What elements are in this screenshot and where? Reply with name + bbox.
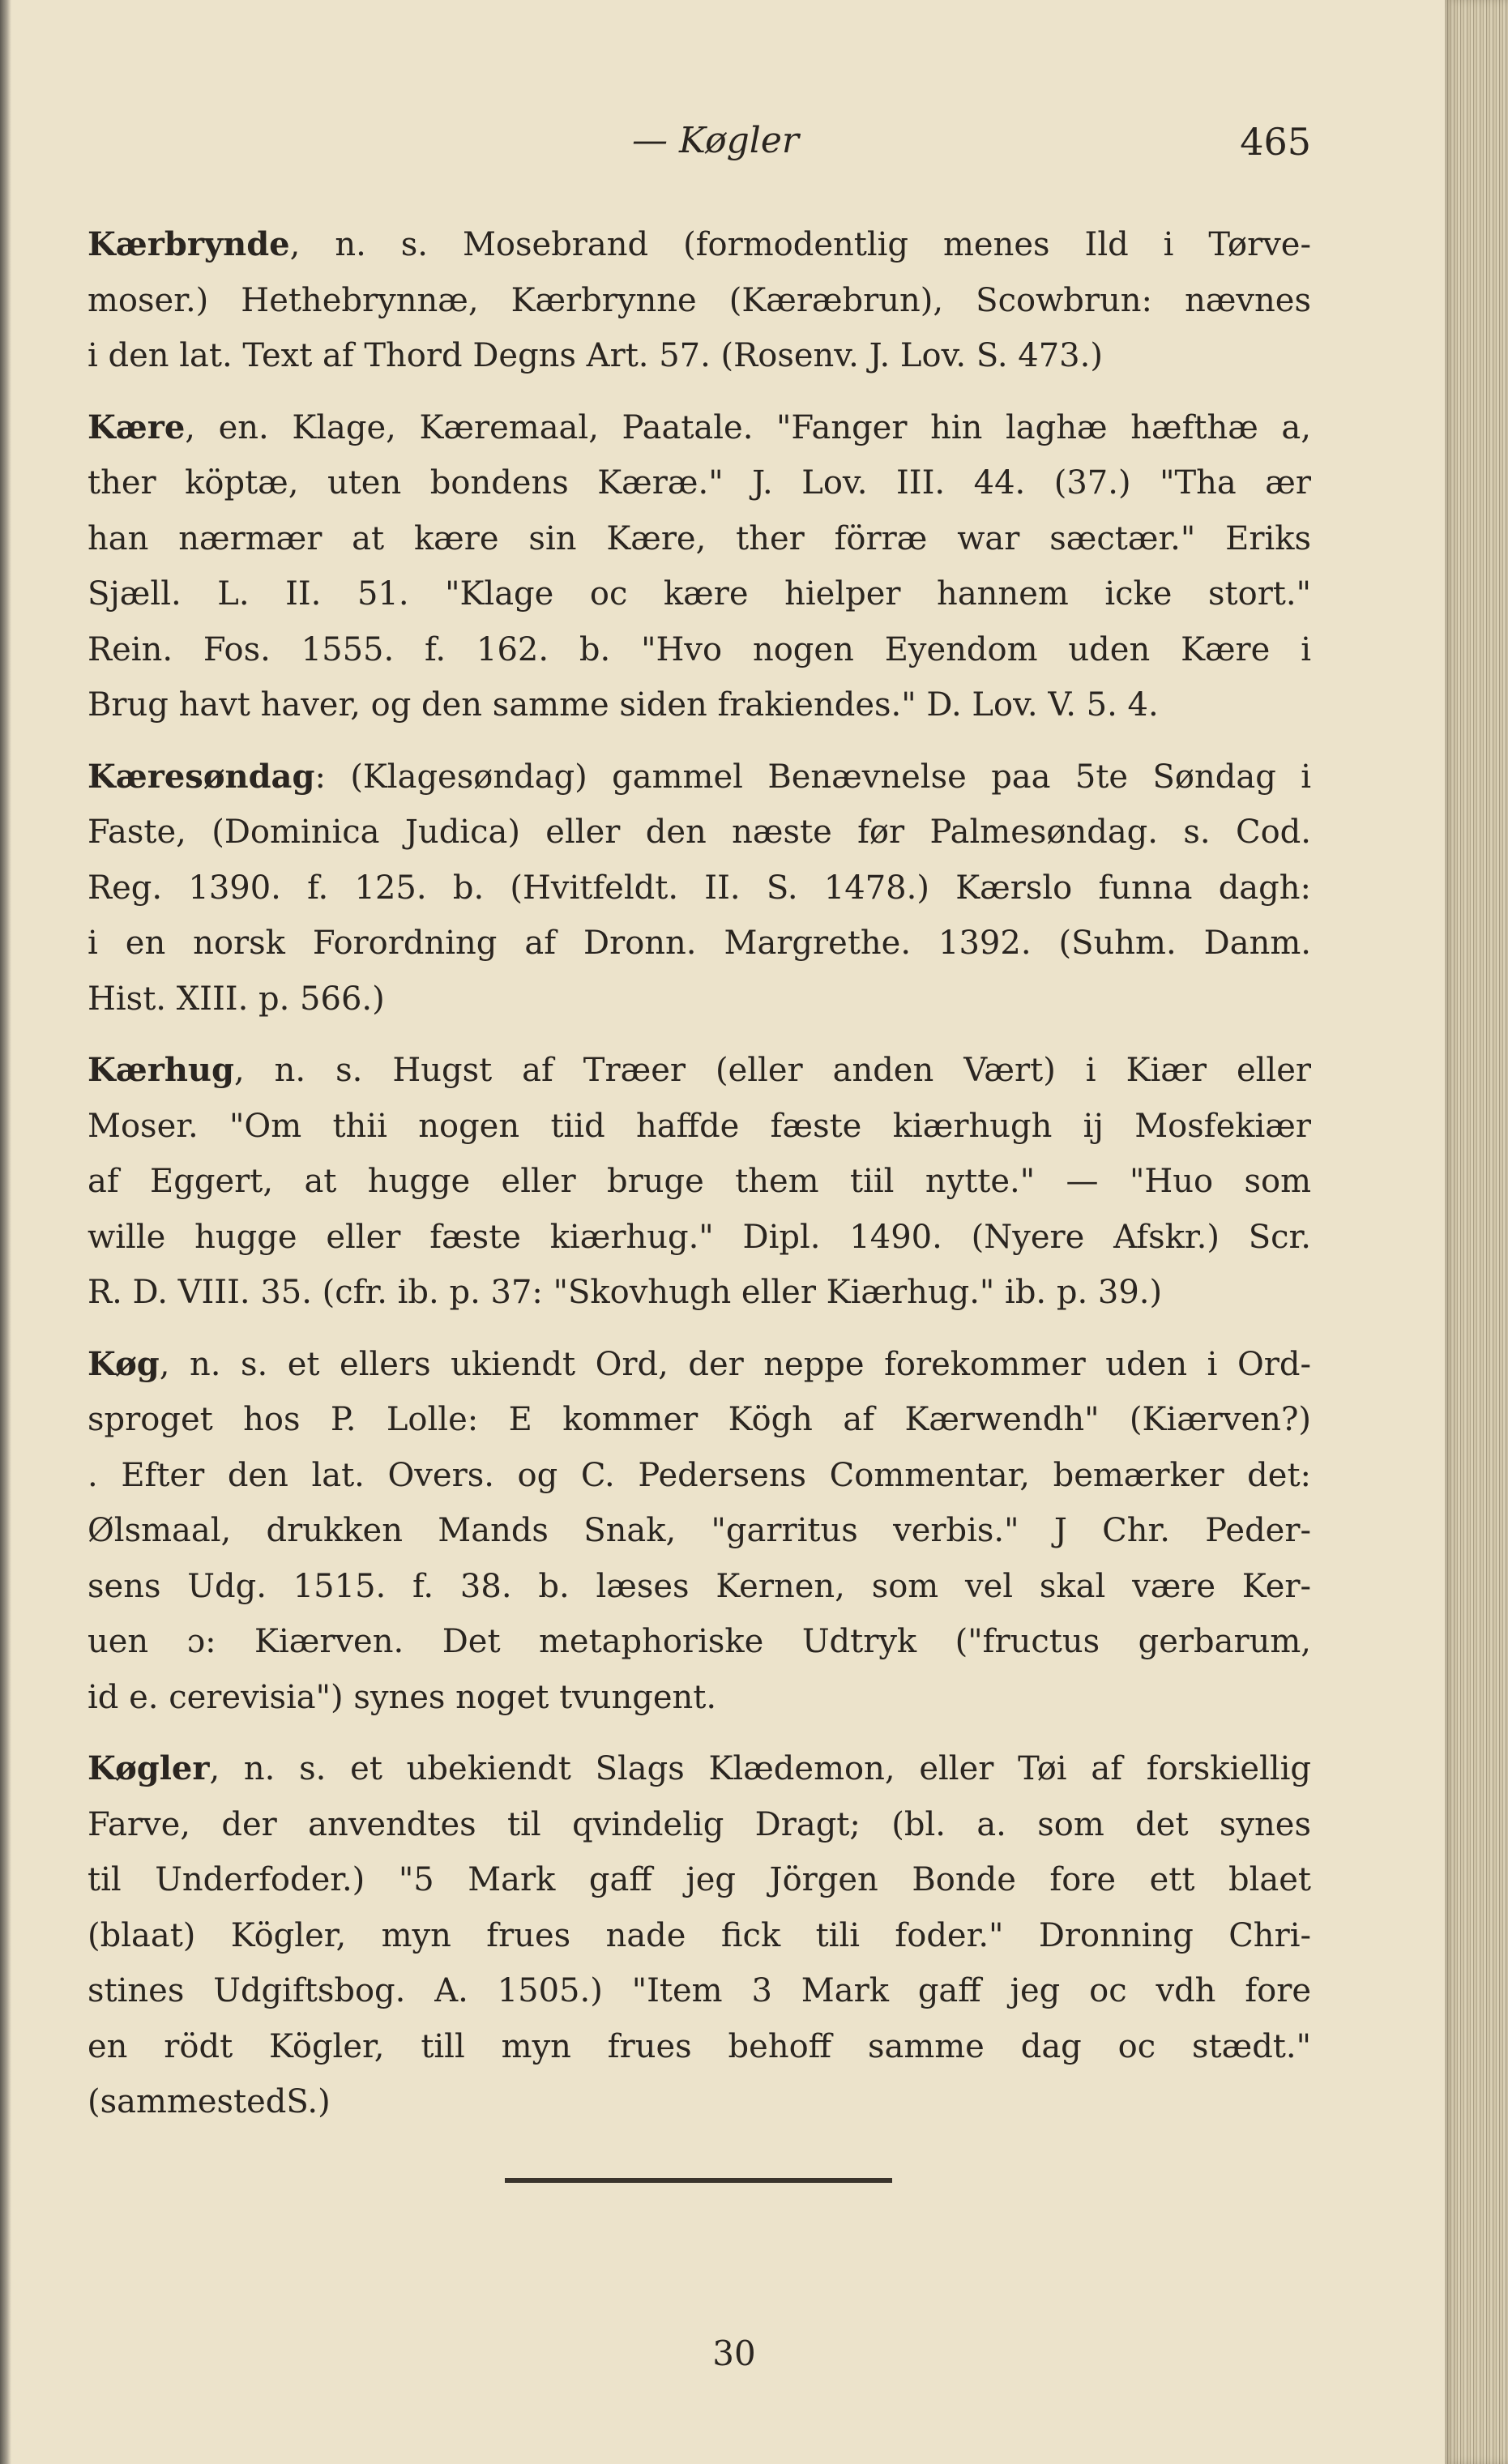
entry-line: id e. cerevisia") synes noget tvungent.	[88, 1678, 717, 1716]
entry-line: i en norsk Forordning af Dronn. Margrethe. 1392. (Suhm. Danm.	[88, 925, 1311, 962]
entry-line: Faste, (Dominica Judica) eller den næste før Palmesøndag. s. Cod.	[88, 814, 1311, 851]
entry-line: Kære, en. Klage, Kæremaal, Paatale. "Fanger hin laghæ hæfthæ a,	[88, 408, 1311, 446]
entry-headword: Kærbrynde	[88, 225, 290, 263]
entry-line: sens Udg. 1515. f. 38. b. læses Kernen, som vel skal være Ker-	[88, 1567, 1311, 1605]
dictionary-entry	[88, 400, 1311, 733]
entry-line: til Underfoder.) "5 Mark gaff jeg Jörgen Bonde fore ett blaet	[88, 1861, 1311, 1898]
entry-line: Rein. Fos. 1555. f. 162. b. "Hvo nogen Eyendom uden Kære i	[88, 630, 1311, 668]
dictionary-entry	[88, 1337, 1311, 1726]
dictionary-entry	[88, 1043, 1311, 1321]
entry-line: Kærbrynde, n. s. Mosebrand (formodentlig menes Ild i Tørve-	[88, 225, 1311, 263]
entry-line: han nærmær at kære sin Kære, ther förræ war sæctær." Eriks	[88, 519, 1311, 557]
entry-line: . Efter den lat. Overs. og C. Pedersens Commentar, bemærker det:	[88, 1456, 1311, 1494]
entry-line: Køg, n. s. et ellers ukiendt Ord, der neppe forekommer uden i Ord-	[88, 1344, 1311, 1383]
entry-line: en rödt Kögler, till myn frues behoff samme dag oc stædt."	[88, 2027, 1311, 2065]
entry-line: Kæresøndag: (Klagesøndag) gammel Benævnelse paa 5te Søndag i	[88, 757, 1311, 796]
entry-headword: Kærhug	[88, 1051, 234, 1089]
entry-headword: Kæresøndag	[88, 757, 315, 796]
entry-headword: Kære	[88, 408, 186, 446]
entry-line: sproget hos P. Lolle: E kommer Kögh af Kærwendh" (Kiærven?)	[88, 1401, 1311, 1438]
page-number: 465	[1240, 120, 1311, 164]
entry-line: Brug havt haver, og den samme siden frakiendes." D. Lov. V. 5. 4.	[88, 686, 1159, 724]
book-page	[88, 0, 1311, 2464]
entry-line: Hist. XIII. p. 566.)	[88, 980, 385, 1018]
entry-line: Køgler, n. s. et ubekiendt Slags Klædemon, eller Tøi af forskiellig	[88, 1749, 1311, 1787]
entry-line: Sjæll. L. II. 51. "Klage oc kære hielper hannem icke stort."	[88, 575, 1311, 613]
entry-line: Moser. "Om thii nogen tiid haffde fæste kiærhugh ij Mosfekiær	[88, 1107, 1311, 1145]
dictionary-entry	[88, 749, 1311, 1027]
entry-headword: Køg	[88, 1344, 160, 1383]
dictionary-text	[88, 217, 1311, 2146]
entry-line: Kærhug, n. s. Hugst af Træer (eller anden Vært) i Kiær eller	[88, 1051, 1311, 1089]
entry-line: i den lat. Text af Thord Degns Art. 57. (Rosenv. J. Lov. S. 473.)	[88, 337, 1103, 374]
running-head	[88, 113, 1311, 170]
page-edge	[1445, 0, 1508, 2464]
running-title: — Køgler	[632, 120, 799, 161]
entry-line: Reg. 1390. f. 125. b. (Hvitfeldt. II. S. 1478.) Kærslo funna dagh:	[88, 869, 1311, 907]
entry-line: stines Udgiftsbog. A. 1505.) "Item 3 Mark gaff jeg oc vdh fore	[88, 1972, 1311, 2009]
dictionary-entry	[88, 217, 1311, 384]
entry-line: ther köptæ, uten bondens Kæræ." J. Lov. III. 44. (37.) "Tha ær	[88, 464, 1311, 502]
dictionary-entry	[88, 1741, 1311, 2130]
entry-line: moser.) Hethebrynnæ, Kærbrynne (Kæræbrun), Scowbrun: nævnes	[88, 281, 1311, 319]
entry-line: (blaat) Kögler, myn frues nade fick tili foder." Dronning Chri-	[88, 1916, 1311, 1954]
entry-line: uen ɔ: Kiærven. Det metaphoriske Udtryk ("fructus gerbarum,	[88, 1623, 1311, 1660]
entry-line: Farve, der anvendtes til qvindelig Dragt; (bl. a. som det synes	[88, 1805, 1311, 1843]
entry-line: Ølsmaal, drukken Mands Snak, "garritus verbis." J Chr. Peder-	[88, 1512, 1311, 1549]
signature-mark: 30	[712, 2334, 756, 2373]
entry-line: R. D. VIII. 35. (cfr. ib. p. 37: "Skovhugh eller Kiærhug." ib. p. 39.)	[88, 1274, 1163, 1311]
entry-line: (sammestedS.)	[88, 2083, 331, 2120]
binding-gutter	[0, 0, 11, 2464]
entry-headword: Køgler	[88, 1749, 210, 1787]
end-rule	[505, 2178, 892, 2183]
entry-line: wille hugge eller fæste kiærhug." Dipl. 1490. (Nyere Afskr.) Scr.	[88, 1218, 1311, 1256]
entry-line: af Eggert, at hugge eller bruge them tiil nytte." — "Huo som	[88, 1163, 1311, 1200]
